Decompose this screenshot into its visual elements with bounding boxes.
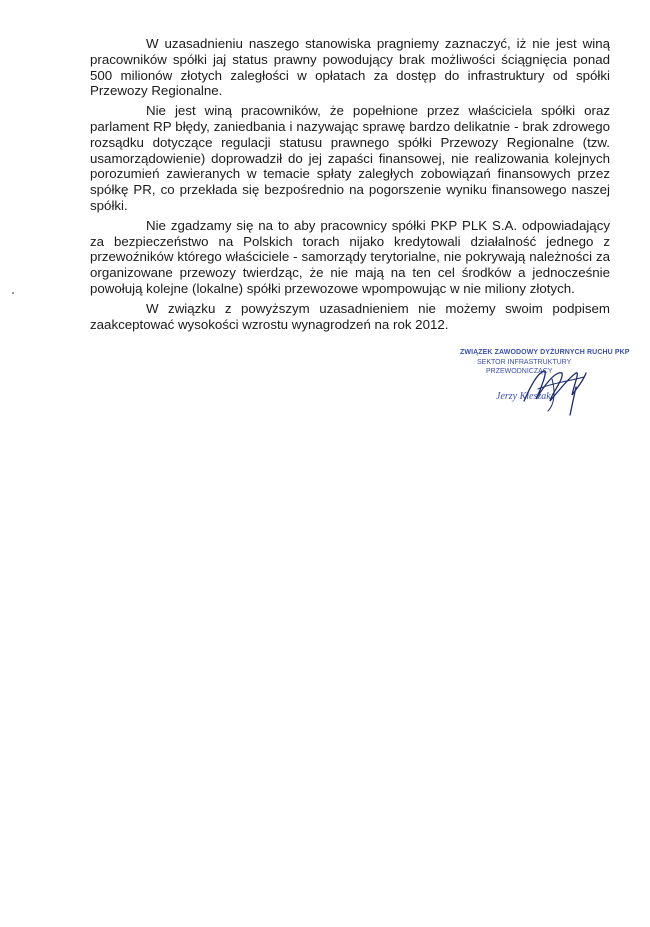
stamp-line-sector: SEKTOR INFRASTRUKTURY [477,359,572,366]
scan-speck [12,292,14,294]
stamp-name: Jerzy Kleszak [496,391,551,402]
paragraph-3: Nie zgadzamy się na to aby pracownicy spółki PKP PLK S.A. odpowiadający za bezpieczeństwo na Polskich torach nijako kredytowali działalność jednego z przewoźników którego właściciele - samorządy terytorialne, nie pokrywają należności za organizowane przewozy twierdząc, że nie mają na ten cel środków a jednocześnie powołują kolejne (lokalne) spółki przewozowe wpompowując w nie miliony złotych. [90,217,610,296]
stamp-line-title: PRZEWODNICZĄCY [486,368,553,375]
union-stamp [452,343,630,423]
handwritten-signature [452,343,622,423]
paragraph-2: Nie jest winą pracowników, że popełnione przez właściciela spółki oraz parlament RP błędy, zaniedbania i nazywając sprawę bardzo delikatnie - brak zdrowego rozsądku dotyczące regulacji statusu prawnego spółki Przewozy Regionalne (tzw. usamorządowienie) doprowadził do jej zapaści finansowej, nie realizowania kolejnych porozumień zawieranych w temacie spłaty zaległych zobowiązań finansowych przez spółkę PR, co przekłada się bezpośrednio na pogorszenie wyniku finansowego naszej spółki. [90,103,610,213]
paragraph-1: W uzasadnieniu naszego stanowiska pragniemy zaznaczyć, iż nie jest winą pracowników spółki jaj status prawny powodujący brak możliwości ściągnięcia ponad 500 milionów złotych zaległości w opłatach za dostęp do infrastruktury od spółki Przewozy Regionalne. [90,36,610,99]
paragraph-4: W związku z powyższym uzasadnieniem nie możemy swoim podpisem zaakceptować wysokości wzrostu wynagrodzeń na rok 2012. [90,300,610,332]
letter-body [90,36,610,336]
stamp-line-organization: ZWIĄZEK ZAWODOWY DYŻURNYCH RUCHU PKP [460,349,630,356]
